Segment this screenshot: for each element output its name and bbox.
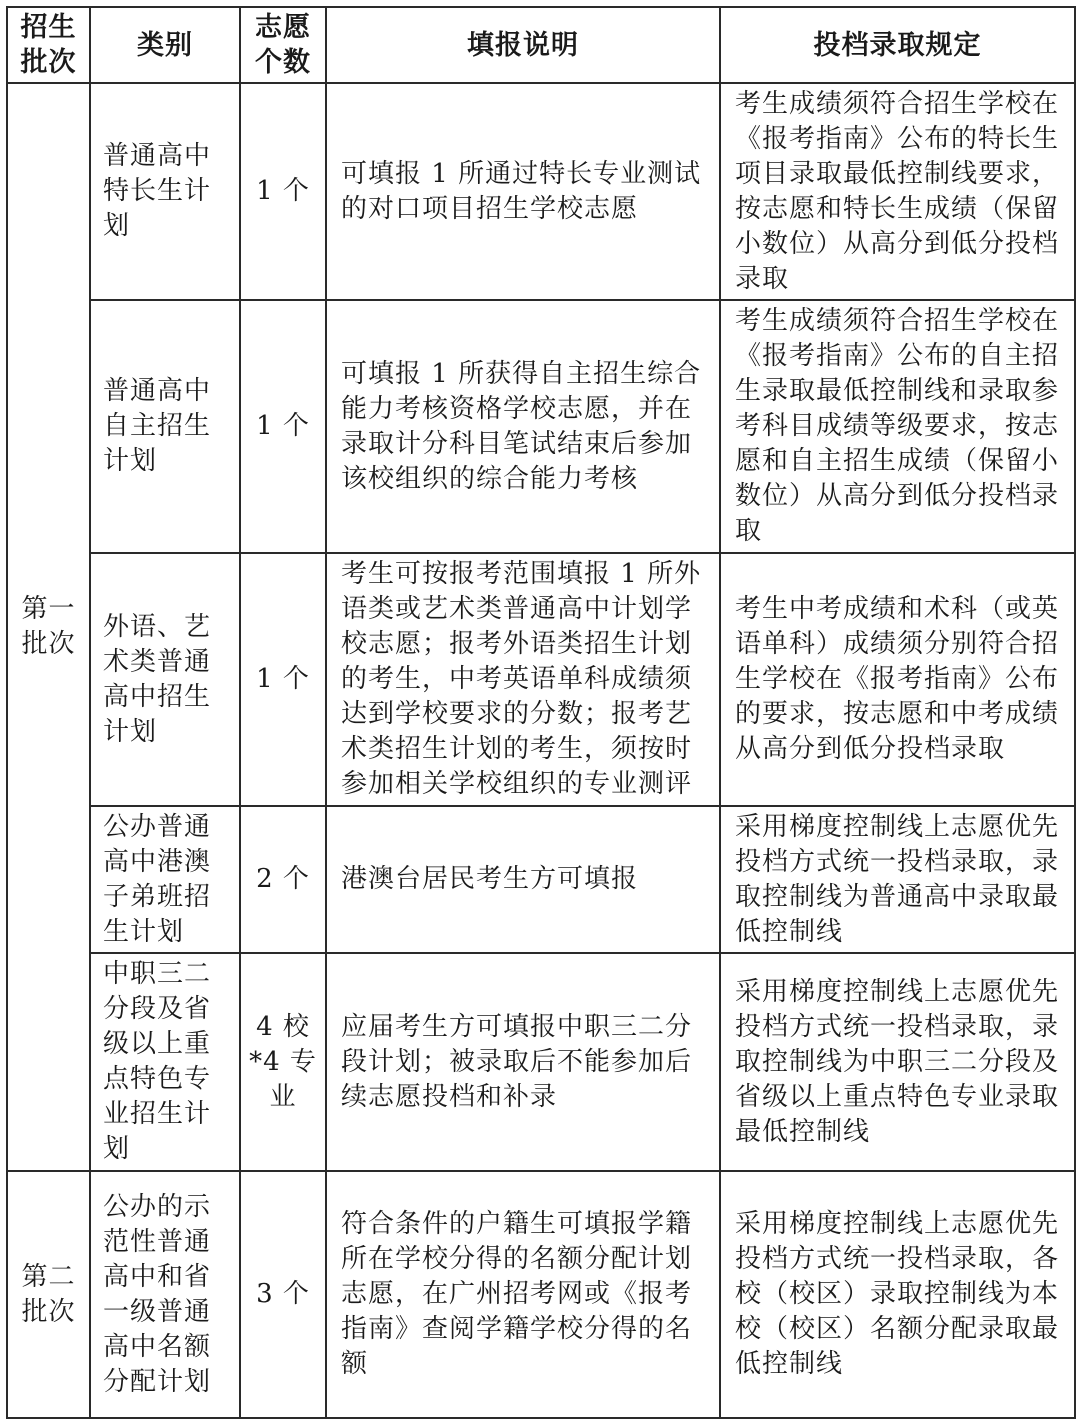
count-cell: 1 个	[240, 553, 326, 806]
count-cell: 4 校 *4 专业	[240, 953, 326, 1171]
category-cell: 外语、艺术类普通高中招生计划	[90, 553, 240, 806]
instructions-cell: 考生可按报考范围填报 1 所外语类或艺术类普通高中计划学校志愿；报考外语类招生计划的考生，中考英语单科成绩须达到学校要求的分数；报考艺术类招生计划的考生，须按时参加相关学校组织的专业测评	[326, 553, 720, 806]
category-cell: 中职三二分段及省级以上重点特色专业招生计划	[90, 953, 240, 1171]
count-cell: 3 个	[240, 1171, 326, 1418]
table-row	[7, 300, 1075, 553]
header-rules: 投档录取规定	[720, 7, 1075, 83]
count-cell: 1 个	[240, 83, 326, 300]
instructions-cell: 应届考生方可填报中职三二分段计划；被录取后不能参加后续志愿投档和补录	[326, 953, 720, 1171]
count-cell: 1 个	[240, 300, 326, 553]
rules-cell: 考生中考成绩和术科（或英语单科）成绩须分别符合招生学校在《报考指南》公布的要求，按志愿和中考成绩从高分到低分投档录取	[720, 553, 1075, 806]
instructions-cell: 符合条件的户籍生可填报学籍所在学校分得的名额分配计划志愿，在广州招考网或《报考指南》查阅学籍学校分得的名额	[326, 1171, 720, 1418]
rules-cell: 采用梯度控制线上志愿优先投档方式统一投档录取，录取控制线为中职三二分段及省级以上重点特色专业录取最低控制线	[720, 953, 1075, 1171]
batch-second-cell: 第二批次	[7, 1171, 90, 1418]
table-header-row	[7, 7, 1075, 83]
table-row	[7, 553, 1075, 806]
category-cell: 公办普通高中港澳子弟班招生计划	[90, 806, 240, 953]
header-batch: 招生批次	[7, 7, 90, 83]
rules-cell: 采用梯度控制线上志愿优先投档方式统一投档录取，各校（校区）录取控制线为本校（校区）名额分配录取最低控制线	[720, 1171, 1075, 1418]
table-row	[7, 1171, 1075, 1418]
table-row	[7, 806, 1075, 953]
table-row	[7, 83, 1075, 300]
header-category: 类别	[90, 7, 240, 83]
rules-cell: 考生成绩须符合招生学校在《报考指南》公布的自主招生录取最低控制线和录取参考科目成绩等级要求，按志愿和自主招生成绩（保留小数位）从高分到低分投档录取	[720, 300, 1075, 553]
category-cell: 公办的示范性普通高中和省一级普通高中名额分配计划	[90, 1171, 240, 1418]
instructions-cell: 港澳台居民考生方可填报	[326, 806, 720, 953]
table-row	[7, 953, 1075, 1171]
batch-first-cell: 第一批次	[7, 83, 90, 1171]
instructions-cell: 可填报 1 所获得自主招生综合能力考核资格学校志愿，并在录取计分科目笔试结束后参加该校组织的综合能力考核	[326, 300, 720, 553]
rules-cell: 采用梯度控制线上志愿优先投档方式统一投档录取，录取控制线为普通高中录取最低控制线	[720, 806, 1075, 953]
instructions-cell: 可填报 1 所通过特长专业测试的对口项目招生学校志愿	[326, 83, 720, 300]
header-instructions: 填报说明	[326, 7, 720, 83]
count-cell: 2 个	[240, 806, 326, 953]
header-count: 志愿个数	[240, 7, 326, 83]
admission-table-container	[6, 6, 1076, 1419]
category-cell: 普通高中特长生计划	[90, 83, 240, 300]
admission-table	[6, 6, 1076, 1419]
category-cell: 普通高中自主招生计划	[90, 300, 240, 553]
rules-cell: 考生成绩须符合招生学校在《报考指南》公布的特长生项目录取最低控制线要求，按志愿和特长生成绩（保留小数位）从高分到低分投档录取	[720, 83, 1075, 300]
